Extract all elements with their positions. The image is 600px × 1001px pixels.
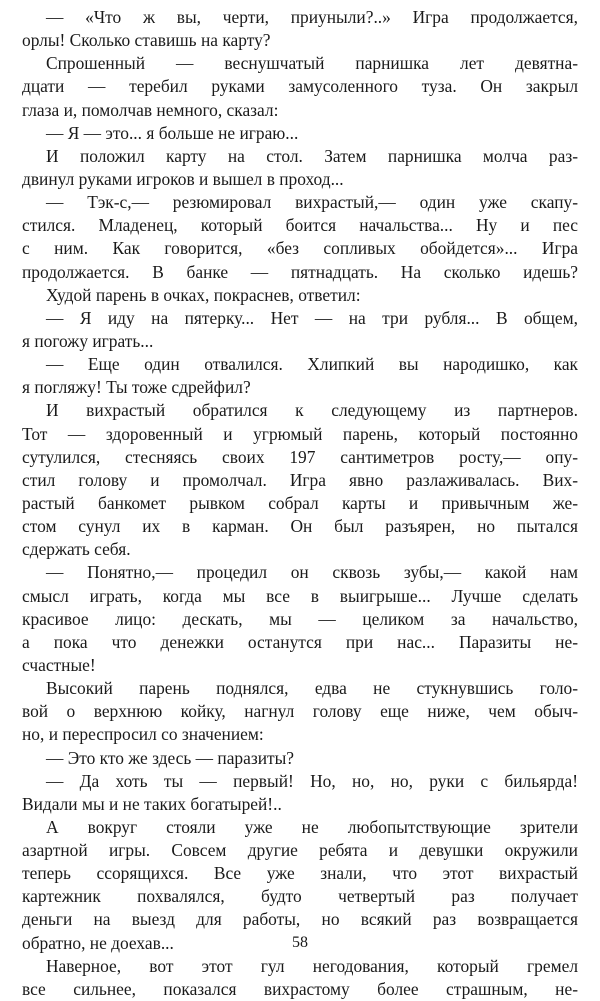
text-line: Худой парень в очках, покраснев, ответил:: [46, 284, 361, 305]
text-line: — Это кто же здесь — паразиты?: [46, 747, 295, 768]
text-line: но, и переспросил со значением:: [22, 724, 264, 745]
text-line: продолжается. В банке — пятнадцать. На сколько идешь?: [22, 261, 578, 282]
text-line: стился. Младенец, который боится начальства... Ну и пес: [22, 215, 578, 236]
text-line: — Понятно,— процедил он сквозь зубы,— какой нам: [46, 562, 578, 583]
text-line: сдержать себя.: [22, 539, 131, 560]
text-line: дцати — теребил руками замусоленного туза. Он закрыл: [22, 76, 578, 97]
text-line: стом сунул их в карман. Он был разъярен, но пытался: [22, 516, 578, 537]
text-line: а пока что денежки останутся при нас... Паразиты не-: [22, 631, 578, 652]
text-line: я погляжу! Ты тоже сдрейфил?: [22, 377, 251, 398]
text-line: глаза и, помолчав немного, сказал:: [22, 99, 279, 120]
text-line: стил голову и промолчал. Игра явно разлаживалась. Вих-: [22, 469, 578, 490]
text-line: деньги на выезд для работы, но всякий раз возвращается: [22, 909, 578, 930]
text-line: я погожу играть...: [22, 330, 154, 351]
page-number: 58: [292, 934, 308, 951]
text-line: теперь ссорящихся. Все уже знали, что этот вихрастый: [22, 863, 578, 884]
text-line: картежник похвалялся, будто четвертый раз получает: [22, 886, 578, 907]
text-line: — «Что ж вы, черти, приуныли?..» Игра продолжается,: [46, 7, 578, 27]
text-line: — Я — это... я больше не играю...: [46, 122, 299, 143]
text-line: растый банкомет рывком собрал карты и привычным же-: [22, 492, 578, 513]
text-line: обратно, не доехав...: [22, 932, 174, 953]
text-line: — Да хоть ты — первый! Но, но, но, руки с бильярда!: [46, 770, 578, 791]
text-line: двинул руками игроков и вышел в проход...: [22, 168, 344, 189]
text-line: — Еще один отвалился. Хлипкий вы народишко, как: [46, 354, 578, 375]
text-line: орлы! Сколько ставишь на карту?: [22, 30, 271, 51]
text-line: сутулился, стесняясь своих 197 сантиметров росту,— опу-: [22, 446, 578, 467]
text-line: с ним. Как говорится, «без сопливых обойдется»... Игра: [22, 238, 578, 259]
text-line: Тот — здоровенный и угрюмый парень, который постоянно: [22, 423, 578, 444]
text-line: Наверное, вот этот гул негодования, который гремел: [46, 955, 578, 976]
text-line: азартной игры. Совсем другие ребята и девушки окружили: [22, 840, 578, 861]
text-line: — Тэк-с,— резюмировал вихрастый,— один уже скапу-: [46, 192, 578, 213]
text-line: смысл играть, когда мы все в выигрыше... Лучше сделать: [22, 585, 578, 606]
text-line: Высокий парень поднялся, едва не стукнувшись голо-: [46, 678, 578, 699]
body-text: [22, 6, 578, 1001]
text-line: И положил карту на стол. Затем парнишка молча раз-: [46, 145, 578, 166]
text-line: все сильнее, показался вихрастому более страшным, не-: [22, 978, 578, 999]
text-line: красивое лицо: дескать, мы — целиком за начальство,: [22, 608, 578, 629]
text-line: И вихрастый обратился к следующему из партнеров.: [46, 400, 578, 421]
text-line: Видали мы и не таких богатырей!..: [22, 793, 282, 814]
text-line: Спрошенный — веснушчатый парнишка лет девятна-: [46, 53, 578, 74]
text-line: счастные!: [22, 654, 96, 675]
text-line: А вокруг стояли уже не любопытствующие зрители: [46, 816, 578, 837]
text-line: — Я иду на пятерку... Нет — на три рубля... В общем,: [46, 307, 578, 328]
text-line: вой о верхнюю койку, нагнул голову еще ниже, чем обыч-: [22, 701, 578, 722]
